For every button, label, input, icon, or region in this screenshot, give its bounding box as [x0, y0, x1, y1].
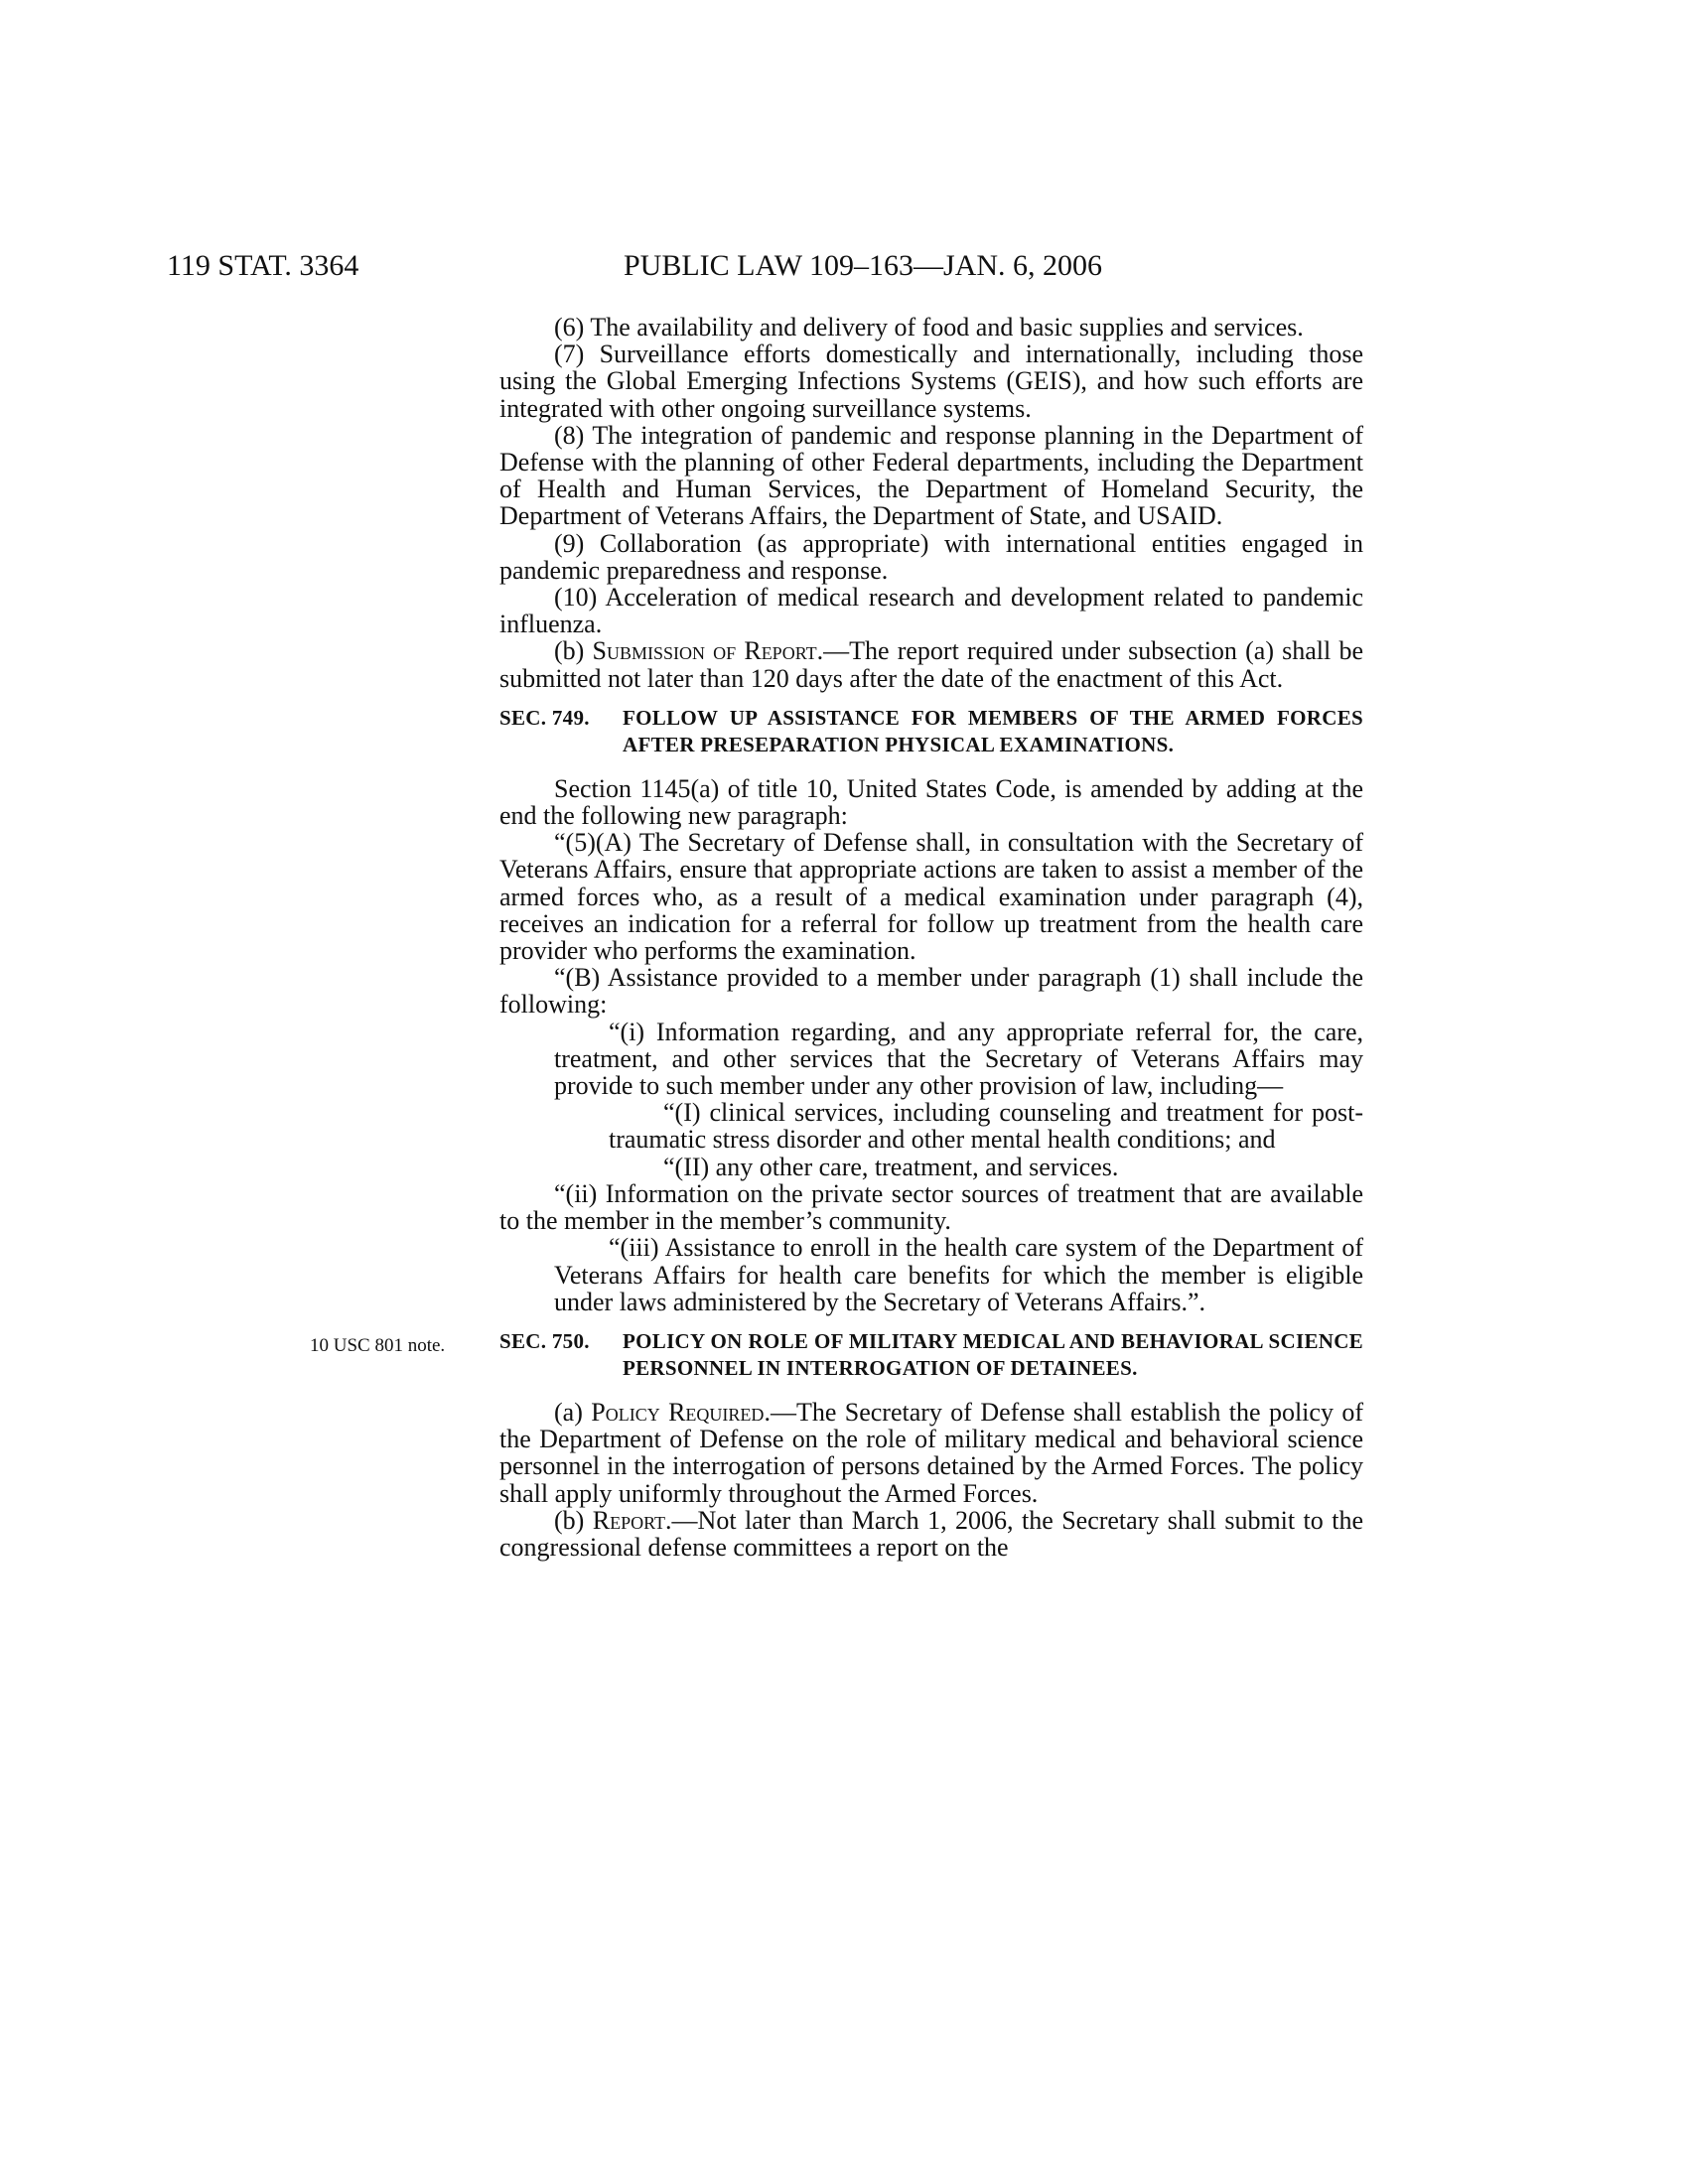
paragraph-10: (10) Acceleration of medical research and development related to pandemic influenza.: [499, 583, 1363, 639]
subsection-heading: Report: [592, 1505, 666, 1535]
paragraph-7: (7) Surveillance efforts domestically and internationally, including those using the Global Emerging Infections Systems (GEIS), and how such efforts are integrated with other ongoing surveillance systems.: [499, 340, 1363, 423]
subsection-text: .—The report required under subsection (a) shall be submitted not later than 120 days after the date of the enactment of this Act.: [499, 636, 1363, 693]
subsection-heading: Policy Required: [591, 1397, 765, 1427]
page-body: [310, 313, 1363, 1562]
section-title: POLICY ON ROLE OF MILITARY MEDICAL AND BEHAVIORAL SCIENCE PERSONNEL IN INTERROGATION OF DETAINEES.: [623, 1328, 1363, 1381]
clause-II: “(II) any other care, treatment, and services.: [663, 1152, 1119, 1181]
subsection-label: (a): [554, 1397, 592, 1427]
clause-5a: “(5)(A) The Secretary of Defense shall, in consultation with the Secretary of Veterans Affairs, ensure that appropriate actions are taken to assist a member of the armed forces who, as a result of a medical examination under paragraph (4), receives an indication for a referral for follow up treatment from the health care provider who performs the examination.: [499, 828, 1363, 966]
clause-b: “(B) Assistance provided to a member under paragraph (1) shall include the following:: [499, 963, 1363, 1020]
clause-i: “(i) Information regarding, and any appropriate referral for, the care, treatment, and other services that the Secretary of Veterans Affairs may provide to such member under any other provision of law, including—: [554, 1017, 1363, 1101]
subsection-heading: Submission of Report: [592, 636, 817, 666]
subsection-label: (b): [554, 636, 593, 666]
clause-ii: “(ii) Information on the private sector sources of treatment that are available to the member in the member’s community.: [499, 1178, 1363, 1236]
policy-required: [499, 1399, 1363, 1507]
subsection-text: .—The Secretary of Defense shall establish the policy of the Department of Defense on the role of military medical and behavioral science personnel in the interrogation of persons detained by the Armed Forces. The policy shall apply uniformly throughout the Armed Forces.: [499, 1397, 1363, 1508]
subsection-text: .—Not later than March 1, 2006, the Secretary shall submit to the congressional defense committees a report on the: [499, 1505, 1363, 1562]
subsection-label: (b): [554, 1505, 593, 1535]
amendment-intro: Section 1145(a) of title 10, United States Code, is amended by adding at the end the following new paragraph:: [499, 773, 1363, 831]
margin-note: 10 USC 801 note.: [310, 1334, 446, 1356]
section-number: SEC. 750.: [499, 1328, 590, 1353]
section-750-heading: [310, 1328, 1363, 1383]
clause-I: “(I) clinical services, including counseling and treatment for post-traumatic stress disorder and other mental health conditions; and: [609, 1098, 1363, 1155]
section-number: SEC. 749.: [499, 705, 590, 730]
paragraph-8: (8) The integration of pandemic and response planning in the Department of Defense with the planning of other Federal departments, including the Department of Health and Human Services, the Department of Homeland Security, the Department of Veterans Affairs, the Department of State, and USAID.: [499, 420, 1363, 531]
clause-iii: “(iii) Assistance to enroll in the health care system of the Department of Veterans Affairs for health care benefits for which the member is eligible under laws administered by the Secretary of Veterans Affairs.”.: [554, 1233, 1363, 1316]
statute-page-number: 119 STAT. 3364: [167, 249, 359, 282]
submission-of-report: [499, 637, 1363, 691]
section-title: FOLLOW UP ASSISTANCE FOR MEMBERS OF THE ARMED FORCES AFTER PRESEPARATION PHYSICAL EXAMINATIONS.: [623, 705, 1363, 757]
paragraph-6: (6) The availability and delivery of food and basic supplies and services.: [554, 313, 1304, 341]
section-749-heading: [499, 705, 1363, 759]
paragraph-9: (9) Collaboration (as appropriate) with international entities engaged in pandemic preparedness and response.: [499, 528, 1363, 585]
report: [499, 1507, 1363, 1561]
running-header: PUBLIC LAW 109–163—JAN. 6, 2006: [624, 249, 1103, 282]
